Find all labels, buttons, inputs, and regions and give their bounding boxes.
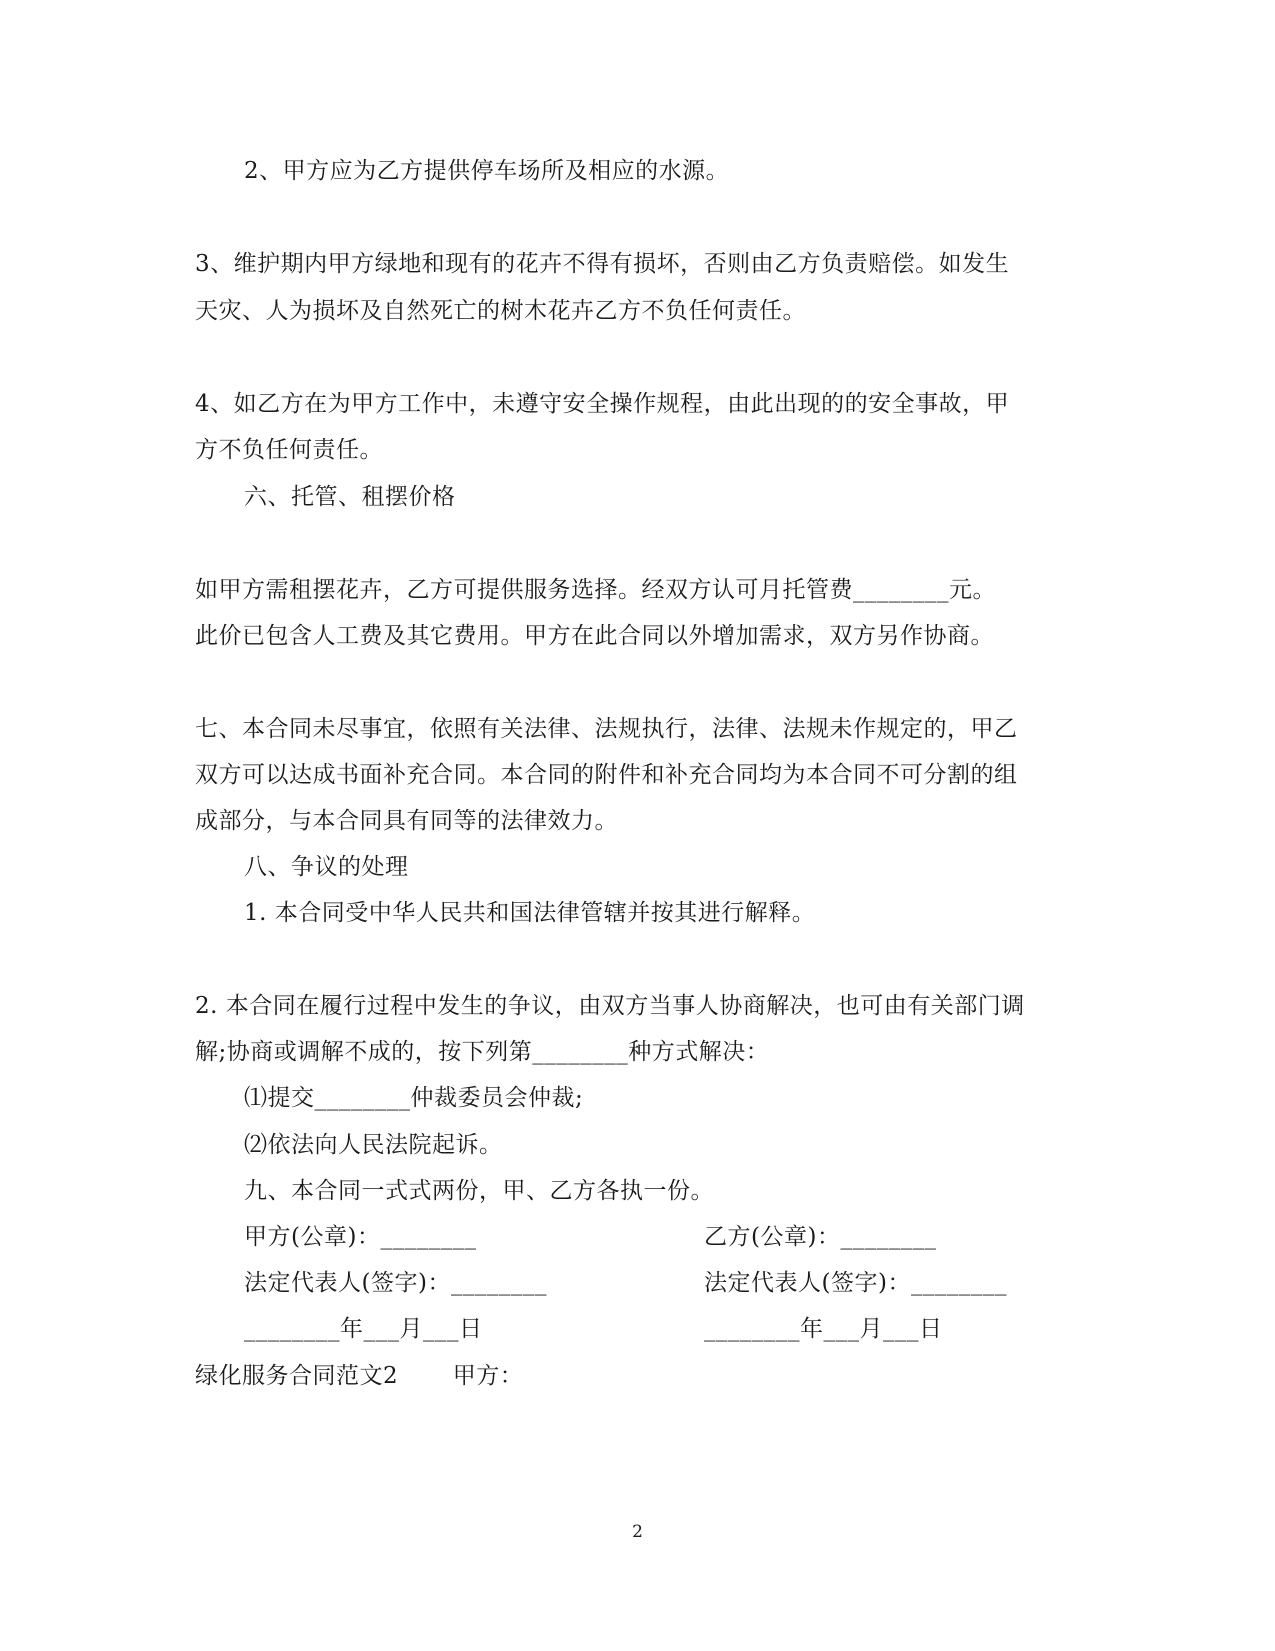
clause-5-item-2: 2、甲方应为乙方提供停车场所及相应的水源。 (244, 158, 730, 184)
section-6-heading: 六、托管、租摆价格 (244, 484, 456, 510)
dispute-option-2: ⑵依法向人民法院起诉。 (244, 1132, 503, 1158)
clause-5-item-4-line-1: 4、如乙方在为甲方工作中，未遵守安全操作规程，由此出现的的安全事故，甲 (195, 391, 1010, 417)
section-8-heading: 八、争议的处理 (244, 854, 409, 880)
section-9-text: 九、本合同一式式两份，甲、乙方各执一份。 (244, 1178, 714, 1204)
section-6-text-line-1: 如甲方需租摆花卉，乙方可提供服务选择。经双方认可月托管费________元。 (195, 577, 996, 603)
party-b-date-field: ________年___月___日 (704, 1316, 943, 1342)
party-b-seal-field: 乙方(公章)：________ (704, 1224, 937, 1250)
party-b-representative-field: 法定代表人(签字)：________ (704, 1270, 1007, 1296)
page-number: 2 (632, 1522, 643, 1542)
clause-5-item-4-line-2: 方不负任何责任。 (195, 437, 383, 463)
section-7-line-3: 成部分，与本合同具有同等的法律效力。 (195, 808, 618, 834)
clause-5-item-3-line-1: 3、维护期内甲方绿地和现有的花卉不得有损坏，否则由乙方负责赔偿。如发生 (195, 251, 1010, 277)
dispute-option-1: ⑴提交________仲裁委员会仲裁; (244, 1085, 584, 1111)
section-7-line-2: 双方可以达成书面补充合同。本合同的附件和补充合同均为本合同不可分割的组 (195, 762, 1018, 788)
section-7-line-1: 七、本合同未尽事宜，依照有关法律、法规执行，法律、法规未作规定的，甲乙 (195, 716, 1018, 742)
section-6-text-line-2: 此价已包含人工费及其它费用。甲方在此合同以外增加需求，双方另作协商。 (195, 623, 994, 649)
clause-5-item-3-line-2: 天灾、人为损坏及自然死亡的树木花卉乙方不负任何责任。 (195, 298, 806, 324)
party-a-date-field: ________年___月___日 (244, 1316, 483, 1342)
next-contract-title: 绿化服务合同范文2 甲方： (195, 1363, 524, 1389)
party-a-seal-field: 甲方(公章)：________ (244, 1224, 477, 1250)
section-8-item-1: 1. 本合同受中华人民共和国法律管辖并按其进行解释。 (244, 900, 816, 926)
section-8-item-2-line-1: 2. 本合同在履行过程中发生的争议，由双方当事人协商解决，也可由有关部门调 (195, 993, 1025, 1019)
section-8-item-2-line-2: 解;协商或调解不成的，按下列第________种方式解决： (195, 1039, 770, 1065)
party-a-representative-field: 法定代表人(签字)：________ (244, 1270, 547, 1296)
